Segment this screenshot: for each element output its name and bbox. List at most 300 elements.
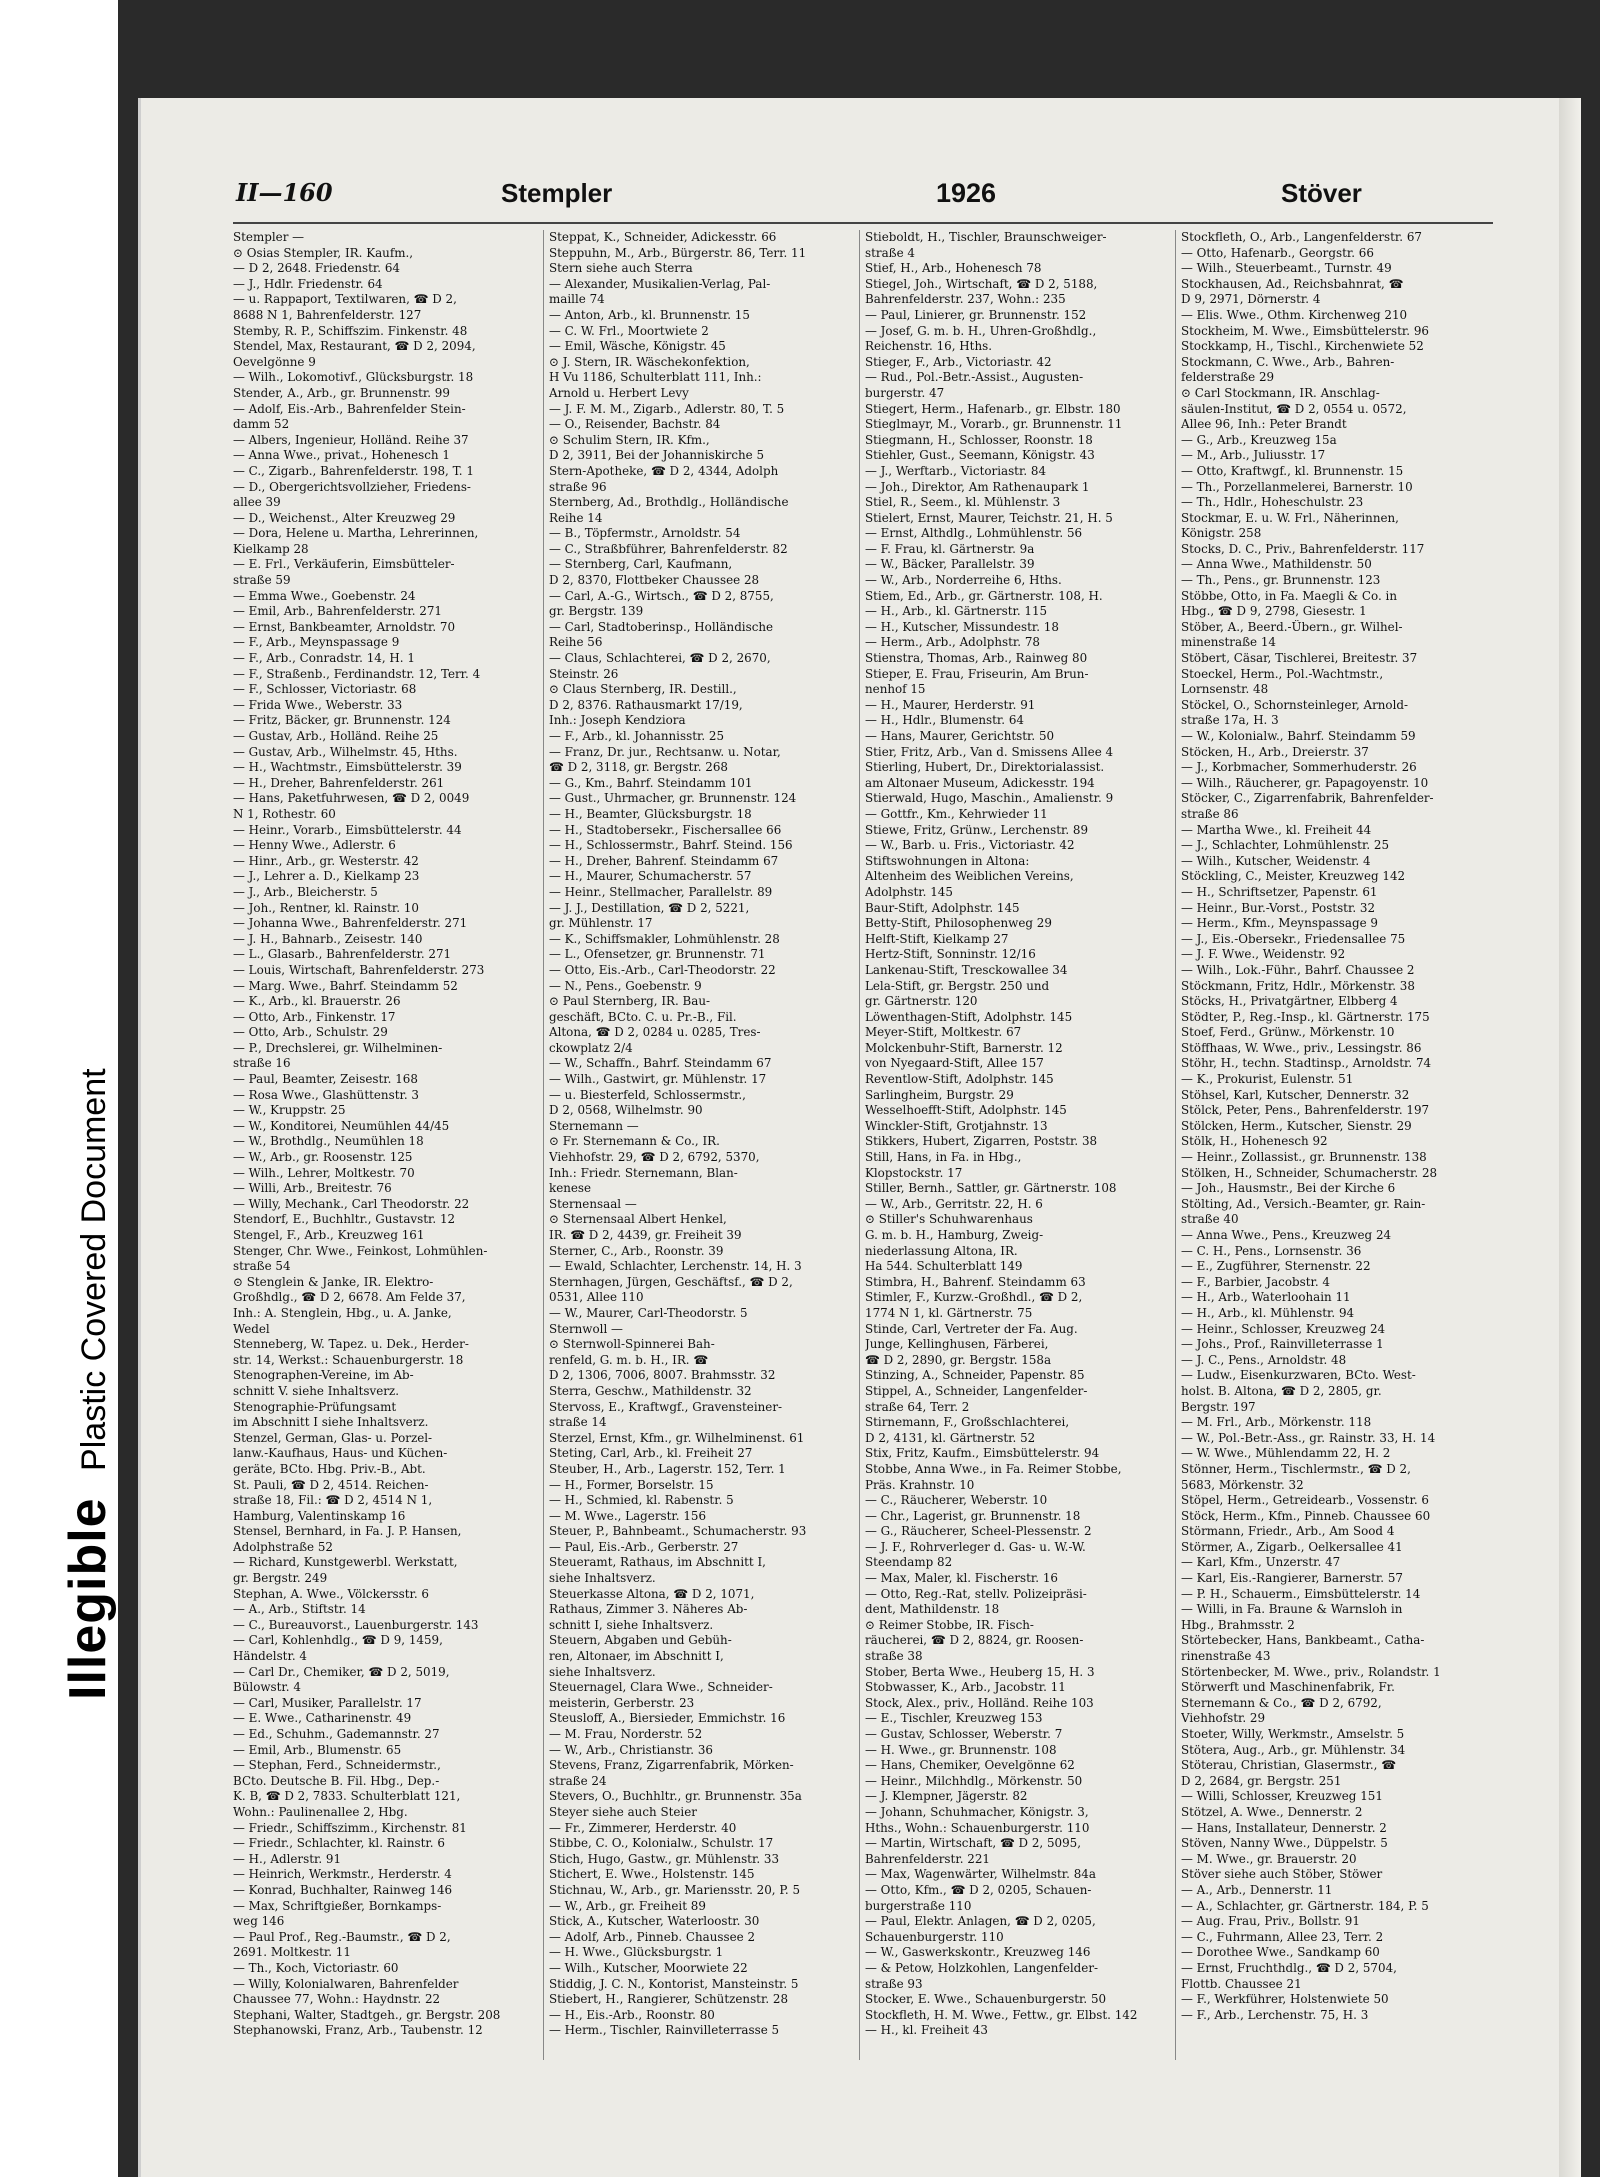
directory-entry-line: D 2, 1306, 7006, 8007. Brahmsstr. 32 xyxy=(549,1368,776,1383)
directory-entry-line: — Gustav, Arb., Wilhelmstr. 45, Hths. xyxy=(233,744,458,759)
directory-entry-line: — C., Fuhrmann, Allee 23, Terr. 2 xyxy=(1181,1929,1384,1944)
directory-entry-line: — Wilh., Kutscher, Weidenstr. 4 xyxy=(1181,853,1371,868)
directory-entry-line: Sternberg, Ad., Brothdlg., Holländische xyxy=(549,495,789,510)
directory-entry-line: gr. Mühlenstr. 17 xyxy=(549,916,653,931)
directory-entry-line: — H., Schriftsetzer, Papenstr. 61 xyxy=(1181,884,1378,899)
directory-entry-line: Wohn.: Paulinenallee 2, Hbg. xyxy=(233,1804,408,1819)
directory-entry-line: maille 74 xyxy=(549,292,605,307)
directory-entry-line: — Herm., Arb., Adolphstr. 78 xyxy=(865,635,1040,650)
directory-entry-line: Molckenbuhr-Stift, Barnerstr. 12 xyxy=(865,1040,1063,1055)
directory-entry-line: — J., Schlachter, Lohmühlenstr. 25 xyxy=(1181,838,1390,853)
directory-entry-line: — Willy, Kolonialwaren, Bahrenfelder xyxy=(233,1976,459,1991)
directory-entry-line: Adolphstraße 52 xyxy=(233,1539,333,1554)
directory-entry-line: Sternhagen, Jürgen, Geschäftsf., ☎ D 2, xyxy=(549,1274,793,1289)
directory-entry-line: — H. Wwe., gr. Brunnenstr. 108 xyxy=(865,1742,1057,1757)
directory-entry-line: — H., Maurer, Schumacherstr. 57 xyxy=(549,869,752,884)
directory-entry-line: Stick, A., Kutscher, Waterloostr. 30 xyxy=(549,1914,760,1929)
directory-entry-line: Stenger, Chr. Wwe., Feinkost, Lohmühlen- xyxy=(233,1243,488,1258)
illegible-label: Illegible xyxy=(59,1497,117,1700)
directory-entry-line: ⊙ J. Stern, IR. Wäschekonfektion, xyxy=(549,354,750,369)
directory-entry-line: — Fritz, Bäcker, gr. Brunnenstr. 124 xyxy=(233,713,451,728)
directory-entry-line: Stevers, O., Buchhltr., gr. Brunnenstr. 35a xyxy=(549,1789,802,1804)
directory-entry-line: Inh.: Friedr. Sternemann, Blan- xyxy=(549,1165,738,1180)
directory-entry-line: — J., Lehrer a. D., Kielkamp 23 xyxy=(233,869,420,884)
directory-entry-line: Stölk, H., Hohenesch 92 xyxy=(1181,1134,1328,1149)
page-number: II—160 xyxy=(236,178,333,207)
directory-entry-line: — H., Arb., kl. Gärtnerstr. 115 xyxy=(865,604,1048,619)
directory-entry-line: ⊙ Carl Stockmann, IR. Anschlag- xyxy=(1181,385,1380,400)
directory-entry-line: Steuerkasse Altona, ☎ D 2, 1071, xyxy=(549,1586,755,1601)
directory-entry-line: — W., Arb., Norderreihe 6, Hths. xyxy=(865,573,1062,588)
directory-entry-line: Stephanowski, Franz, Arb., Taubenstr. 12 xyxy=(233,2023,483,2038)
directory-entry-line: — W., Kolonialw., Bahrf. Steindamm 59 xyxy=(1181,729,1416,743)
directory-entry-line: Reventlow-Stift, Adolphstr. 145 xyxy=(865,1072,1054,1087)
directory-entry-line: Stiftswohnungen in Altona: xyxy=(865,853,1030,868)
directory-entry-line: — O., Reisender, Bachstr. 84 xyxy=(549,417,721,432)
directory-entry-line: Stephani, Walter, Stadtgeh., gr. Bergstr. 208 xyxy=(233,2007,501,2022)
directory-entry-line: str. 14, Werkst.: Schauenburgerstr. 18 xyxy=(233,1352,464,1367)
directory-entry-line: — Chr., Lagerist, gr. Brunnenstr. 18 xyxy=(865,1508,1081,1523)
directory-entry-line: — Th., Koch, Victoriastr. 60 xyxy=(233,1960,399,1975)
directory-entry-line: — Herm., Tischler, Rainvilleterrasse 5 xyxy=(549,2023,780,2038)
directory-entry-line: — J. F., Rohrverleger d. Gas- u. W.-W. xyxy=(865,1539,1086,1554)
directory-entry-line: — Gustav, Schlosser, Weberstr. 7 xyxy=(865,1727,1063,1741)
directory-entry-line: Stiehler, Gust., Seemann, Königstr. 43 xyxy=(865,448,1095,463)
directory-entry-line: Sternemann — xyxy=(549,1118,639,1133)
directory-entry-line: Altenheim des Weiblichen Vereins, xyxy=(865,869,1074,884)
directory-entry-line: Stiewe, Fritz, Grünw., Lerchenstr. 89 xyxy=(865,822,1089,837)
directory-entry-line: — Anna Wwe., Mathildenstr. 50 xyxy=(1181,557,1372,572)
directory-entry-line: — H., Adlerstr. 91 xyxy=(233,1851,342,1866)
directory-entry-line: — Rosa Wwe., Glashüttenstr. 3 xyxy=(233,1087,419,1102)
directory-entry-line: — M., Arb., Juliusstr. 17 xyxy=(1181,448,1326,463)
directory-entry-line: Stieger, F., Arb., Victoriastr. 42 xyxy=(865,354,1052,369)
directory-entry-line: Adolphstr. 145 xyxy=(865,884,953,899)
column-divider xyxy=(1175,230,1176,2060)
directory-entry-line: Stief, H., Arb., Hohenesch 78 xyxy=(865,261,1042,276)
directory-entry-line: säulen-Institut, ☎ D 2, 0554 u. 0572, xyxy=(1181,401,1407,416)
directory-entry-line: Steuernagel, Clara Wwe., Schneider- xyxy=(549,1680,773,1695)
directory-entry-line: gr. Bergstr. 139 xyxy=(549,604,644,619)
directory-entry-line: — J., Hdlr. Friedenstr. 64 xyxy=(233,276,383,291)
directory-entry-line: — C., Räucherer, Weberstr. 10 xyxy=(865,1493,1048,1508)
directory-entry-line: Königstr. 258 xyxy=(1181,526,1262,541)
directory-entry-line: Stöterau, Christian, Glasermstr., ☎ xyxy=(1181,1758,1397,1773)
directory-entry-line: — W. Wwe., Mühlendamm 22, H. 2 xyxy=(1181,1446,1391,1461)
directory-entry-line: Stöpel, Herm., Getreidearb., Vossenstr. 6 xyxy=(1181,1493,1429,1508)
directory-entry-line: straße 86 xyxy=(1181,806,1239,821)
directory-entry-line: straße 59 xyxy=(233,573,291,588)
directory-entry-line: ren, Altonaer, im Abschnitt I, xyxy=(549,1649,724,1664)
directory-entry-line: — J. F. Wwe., Weidenstr. 92 xyxy=(1181,947,1346,962)
directory-entry-line: Stöckmann, Fritz, Hdlr., Mörkenstr. 38 xyxy=(1181,978,1415,993)
directory-entry-line: — u. Biesterfeld, Schlossermstr., xyxy=(549,1087,746,1102)
directory-entry-line: — Hans, Maurer, Gerichtstr. 50 xyxy=(865,729,1055,743)
directory-entry-line: — H., Schmied, kl. Rabenstr. 5 xyxy=(549,1493,734,1508)
directory-entry-line: Sarlingheim, Burgstr. 29 xyxy=(865,1087,1014,1102)
directory-entry-line: — Otto, Kfm., ☎ D 2, 0205, Schauen- xyxy=(865,1882,1092,1897)
directory-entry-line: — M. Wwe., Lagerstr. 156 xyxy=(549,1508,707,1523)
directory-entry-line: — Th., Porzellanmelerei, Barnerstr. 10 xyxy=(1181,479,1413,494)
directory-entry-line: — D., Weichenst., Alter Kreuzweg 29 xyxy=(233,510,456,525)
directory-entry-line: — Alexander, Musikalien-Verlag, Pal- xyxy=(549,276,771,291)
directory-entry-line: — Paul, Linierer, gr. Brunnenstr. 152 xyxy=(865,307,1087,322)
directory-entry-line: Betty-Stift, Philosophenweg 29 xyxy=(865,916,1052,931)
plastic-covered-label: Plastic Covered Document xyxy=(75,1068,113,1471)
directory-entry-line: ☎ D 2, 2890, gr. Bergstr. 158a xyxy=(865,1352,1052,1367)
directory-entry-line: — Adolf, Eis.-Arb., Bahrenfelder Stein- xyxy=(233,401,466,416)
directory-entry-line: straße 64, Terr. 2 xyxy=(865,1399,970,1414)
directory-entry-line: — Otto, Arb., Finkenstr. 17 xyxy=(233,1009,396,1024)
vertical-label xyxy=(58,1068,118,1700)
directory-entry-line: Stöcks, H., Privatgärtner, Elbberg 4 xyxy=(1181,994,1398,1009)
directory-entry-line: ⊙ Claus Sternberg, IR. Destill., xyxy=(549,682,737,697)
directory-entry-line: — G., Km., Bahrf. Steindamm 101 xyxy=(549,775,753,790)
directory-entry-line: Steueramt, Rathaus, im Abschnitt I, xyxy=(549,1555,766,1570)
directory-entry-line: Störwerft und Maschinenfabrik, Fr. xyxy=(1181,1680,1395,1695)
directory-entry-line: — Johanna Wwe., Bahrenfelderstr. 271 xyxy=(233,916,468,931)
directory-entry-line: ⊙ Osias Stempler, IR. Kaufm., xyxy=(233,245,414,260)
directory-entry-line: — Frida Wwe., Weberstr. 33 xyxy=(233,697,403,712)
directory-entry-line: gr. Bergstr. 249 xyxy=(233,1571,328,1586)
directory-entry-line: — H., Wachtmstr., Eimsbüttelerstr. 39 xyxy=(233,760,462,775)
directory-entry-line: Stobwasser, K., Arb., Jacobstr. 11 xyxy=(865,1680,1066,1695)
directory-entry-line: Stockkamp, H., Tischl., Kirchenwiete 52 xyxy=(1181,339,1424,354)
directory-entry-line: — Carl, Kohlenhdlg., ☎ D 9, 1459, xyxy=(233,1633,443,1648)
directory-entry-line: Viehhofstr. 29 xyxy=(1181,1711,1266,1726)
directory-entry-line: — Karl, Kfm., Unzerstr. 47 xyxy=(1181,1555,1341,1570)
directory-entry-line: Bergstr. 197 xyxy=(1181,1399,1256,1414)
directory-entry-line: Stendorf, E., Buchhltr., Gustavstr. 12 xyxy=(233,1212,456,1227)
directory-entry-line: — F., Werkführer, Holstenwiete 50 xyxy=(1181,1992,1389,2007)
directory-entry-line: ⊙ Schulim Stern, IR. Kfm., xyxy=(549,432,710,447)
directory-entry-line: Stirnemann, F., Großschlachterei, xyxy=(865,1415,1070,1430)
page-header xyxy=(236,178,1486,218)
directory-entry-line: Stienstra, Thomas, Arb., Rainweg 80 xyxy=(865,651,1088,666)
directory-entry-line: schnitt I, siehe Inhaltsverz. xyxy=(549,1617,714,1632)
directory-entry-line: — G., Räucherer, Scheel-Plessenstr. 2 xyxy=(865,1524,1092,1539)
directory-entry-line: Still, Hans, in Fa. in Hbg., xyxy=(865,1150,1022,1165)
directory-entry-line: Stippel, A., Schneider, Langenfelder- xyxy=(865,1383,1088,1398)
directory-entry-line: — Wilh., Räucherer, gr. Papagoyenstr. 10 xyxy=(1181,775,1429,790)
directory-entry-line: Stölting, Ad., Versich.-Beamter, gr. Rain- xyxy=(1181,1196,1426,1211)
directory-entry-line: — C. W. Frl., Moortwiete 2 xyxy=(549,323,709,338)
directory-entry-line: Stibbe, C. O., Kolonialw., Schulstr. 17 xyxy=(549,1836,774,1851)
directory-entry-line: Hertz-Stift, Sonninstr. 12/16 xyxy=(865,947,1036,962)
directory-entry-line: 8688 N 1, Bahrenfelderstr. 127 xyxy=(233,307,422,322)
directory-entry-line: Stengel, F., Arb., Kreuzweg 161 xyxy=(233,1228,425,1242)
directory-entry-line: Winckler-Stift, Grotjahnstr. 13 xyxy=(865,1118,1048,1133)
directory-entry-line: — K., Arb., kl. Brauerstr. 26 xyxy=(233,994,401,1009)
directory-entry-line: — Otto, Kraftwgf., kl. Brunnenstr. 15 xyxy=(1181,463,1404,478)
directory-entry-line: — M. Frau, Norderstr. 52 xyxy=(549,1727,703,1741)
directory-entry-line: — L., Glasarb., Bahrenfelderstr. 271 xyxy=(233,947,452,962)
directory-entry-line: — H., Dreher, Bahrenf. Steindamm 67 xyxy=(549,853,779,868)
directory-entry-line: — J., Arb., Bleicherstr. 5 xyxy=(233,884,378,899)
directory-entry-line: — Wilh., Gastwirt, gr. Mühlenstr. 17 xyxy=(549,1072,767,1087)
directory-entry-line: Schauenburgerstr. 110 xyxy=(865,1929,1004,1944)
plastic-sleeve-label-strip xyxy=(0,0,118,2177)
directory-entry-line: Stenneberg, W. Tapez. u. Dek., Herder- xyxy=(233,1337,469,1352)
directory-entry-line: — W., Pol.-Betr.-Ass., gr. Rainstr. 33, H. 14 xyxy=(1181,1430,1436,1445)
directory-entry-line: Chaussee 77, Wohn.: Haydnstr. 22 xyxy=(233,1992,441,2007)
directory-entry-line: straße 17a, H. 3 xyxy=(1181,713,1279,728)
directory-entry-line: Stierwald, Hugo, Maschin., Amalienstr. 9 xyxy=(865,791,1114,806)
directory-entry-line: — Gottfr., Km., Kehrwieder 11 xyxy=(865,806,1048,821)
directory-entry-line: — J. F. M. M., Zigarb., Adlerstr. 80, T. 5 xyxy=(549,401,785,416)
directory-entry-line: — J., Werftarb., Victoriastr. 84 xyxy=(865,463,1047,478)
directory-entry-line: IR. ☎ D 2, 4439, gr. Freiheit 39 xyxy=(549,1228,742,1242)
directory-entry-line: — C., Straßbführer, Bahrenfelderstr. 82 xyxy=(549,541,788,556)
directory-entry-line: lanw.-Kaufhaus, Haus- und Küchen- xyxy=(233,1446,448,1461)
directory-entry-line: renfeld, G. m. b. H., IR. ☎ xyxy=(549,1352,709,1367)
directory-entry-line: Stockfleth, O., Arb., Langenfelderstr. 67 xyxy=(1181,230,1422,244)
directory-entry-line: — Otto, Eis.-Arb., Carl-Theodorstr. 22 xyxy=(549,962,776,977)
directory-entry-line: Stenographie-Prüfungsamt xyxy=(233,1399,397,1414)
directory-entry-line: — F., Arb., Meynspassage 9 xyxy=(233,635,400,650)
directory-entry-line: Stinzing, A., Schneider, Papenstr. 85 xyxy=(865,1368,1085,1383)
directory-entry-line: Lornsenstr. 48 xyxy=(1181,682,1269,697)
directory-entry-line: holst. B. Altona, ☎ D 2, 2805, gr. xyxy=(1181,1383,1382,1398)
directory-entry-line: — Gust., Uhrmacher, gr. Brunnenstr. 124 xyxy=(549,791,797,806)
directory-entry-line: straße 96 xyxy=(549,479,607,494)
directory-entry-line: D 2, 8370, Flottbeker Chaussee 28 xyxy=(549,573,760,588)
directory-entry-line: D 2, 2684, gr. Bergstr. 251 xyxy=(1181,1773,1342,1788)
directory-entry-line: Hbg., Brahmsstr. 2 xyxy=(1181,1617,1295,1632)
directory-entry-line: Stöbbe, Otto, in Fa. Maegli & Co. in xyxy=(1181,588,1397,603)
directory-entry-line: gr. Gärtnerstr. 120 xyxy=(865,994,978,1009)
directory-entry-line: Stöver siehe auch Stöber, Stöwer xyxy=(1181,1867,1383,1882)
directory-entry-line: — B., Töpfermstr., Arnoldstr. 54 xyxy=(549,526,741,541)
directory-entry-line: Sternensaal — xyxy=(549,1196,637,1211)
directory-entry-line: Helft-Stift, Kielkamp 27 xyxy=(865,931,1009,946)
directory-entry-line: — Willi, in Fa. Braune & Warnsloh in xyxy=(1181,1602,1403,1617)
directory-entry-line: straße 18, Fil.: ☎ D 2, 4514 N 1, xyxy=(233,1493,433,1508)
directory-entry-line: Stockhausen, Ad., Reichsbahnrat, ☎ xyxy=(1181,276,1404,291)
directory-entry-line: Hbg., ☎ D 9, 2798, Giesestr. 1 xyxy=(1181,604,1367,619)
directory-entry-line: Störmann, Friedr., Arb., Am Sood 4 xyxy=(1181,1524,1395,1539)
directory-entry-line: — Herm., Kfm., Meynspassage 9 xyxy=(1181,916,1378,931)
directory-entry-line: meisterin, Gerberstr. 23 xyxy=(549,1695,695,1710)
directory-entry-line: — Fr., Zimmerer, Herderstr. 40 xyxy=(549,1820,737,1835)
directory-entry-line: Stern siehe auch Sterra xyxy=(549,261,693,276)
directory-entry-line: Stöhsel, Karl, Kutscher, Dennerstr. 32 xyxy=(1181,1087,1410,1102)
directory-entry-line: — Otto, Arb., Schulstr. 29 xyxy=(233,1025,388,1040)
directory-entry-line: — J. H., Bahnarb., Zeisestr. 140 xyxy=(233,931,423,946)
directory-entry-line: Flottb. Chaussee 21 xyxy=(1181,1976,1302,1991)
directory-entry-line: — Th., Pens., gr. Brunnenstr. 123 xyxy=(1181,573,1381,588)
directory-entry-line: — D., Obergerichtsvollzieher, Friedens- xyxy=(233,479,471,494)
directory-entry-line: straße 14 xyxy=(549,1415,607,1430)
directory-entry-line: — Ernst, Fruchthdlg., ☎ D 2, 5704, xyxy=(1181,1960,1397,1975)
directory-entry-line: — W., Barb. u. Fris., Victoriastr. 42 xyxy=(865,838,1075,853)
directory-entry-line: Stödter, P., Reg.-Insp., kl. Gärtnerstr. 175 xyxy=(1181,1009,1430,1024)
directory-entry-line: — Ewald, Schlachter, Lerchenstr. 14, H. 3 xyxy=(549,1259,802,1274)
directory-entry-line: — Louis, Wirtschaft, Bahrenfelderstr. 273 xyxy=(233,962,485,977)
directory-entry-line: Stiller, Bernh., Sattler, gr. Gärtnerstr. 108 xyxy=(865,1181,1117,1196)
directory-entry-line: D 9, 2971, Dörnerstr. 4 xyxy=(1181,292,1321,307)
directory-entry-line: Ha 544. Schulterblatt 149 xyxy=(865,1259,1023,1274)
directory-entry-line: Bahrenfelderstr. 237, Wohn.: 235 xyxy=(865,292,1066,307)
directory-entry-line: — W., Schaffn., Bahrf. Steindamm 67 xyxy=(549,1056,772,1071)
directory-entry-line: Baur-Stift, Adolphstr. 145 xyxy=(865,900,1020,915)
directory-entry-line: — F., Arb., Lerchenstr. 75, H. 3 xyxy=(1181,2007,1369,2022)
directory-entry-line: — Joh., Direktor, Am Rathenaupark 1 xyxy=(865,479,1090,494)
directory-entry-line: Hamburg, Valentinskamp 16 xyxy=(233,1508,406,1523)
directory-entry-line: Stoef, Ferd., Grünw., Mörkenstr. 10 xyxy=(1181,1025,1395,1040)
directory-entry-line: Stiel, R., Seem., kl. Mühlenstr. 3 xyxy=(865,495,1061,510)
directory-entry-line: Stöffhaas, W. Wwe., priv., Lessingstr. 86 xyxy=(1181,1040,1422,1055)
directory-entry-line: — Paul, Elektr. Anlagen, ☎ D 2, 0205, xyxy=(865,1914,1096,1929)
directory-entry-line: — u. Rappaport, Textilwaren, ☎ D 2, xyxy=(233,292,457,307)
directory-entry-line: Stöcken, H., Arb., Dreierstr. 37 xyxy=(1181,744,1369,759)
directory-entry-line: — Claus, Schlachterei, ☎ D 2, 2670, xyxy=(549,651,771,666)
column-2 xyxy=(549,230,855,2060)
directory-entry-line: niederlassung Altona, IR. xyxy=(865,1243,1018,1258)
directory-entry-line: — Franz, Dr. jur., Rechtsanw. u. Notar, xyxy=(549,744,781,759)
directory-entry-line: Sterzel, Ernst, Kfm., gr. Wilhelminenst. 61 xyxy=(549,1430,805,1445)
directory-entry-line: Präs. Krahnstr. 10 xyxy=(865,1477,975,1492)
directory-entry-line: — W., Gaswerkskontr., Kreuzweg 146 xyxy=(865,1945,1091,1960)
directory-entry-line: — Dorothee Wwe., Sandkamp 60 xyxy=(1181,1945,1380,1960)
directory-entry-line: Händelstr. 4 xyxy=(233,1649,307,1664)
directory-entry-line: Stölcken, Herm., Kutscher, Sienstr. 29 xyxy=(1181,1118,1412,1133)
directory-entry-line: — H., Arb., Waterloohain 11 xyxy=(1181,1290,1351,1305)
directory-entry-line: Reihe 56 xyxy=(549,635,603,650)
directory-year: 1926 xyxy=(936,178,997,208)
directory-entry-line: Stöhr, H., techn. Stadtinsp., Arnoldstr. 74 xyxy=(1181,1056,1432,1071)
directory-entry-line: Hths., Wohn.: Schauenburgerstr. 110 xyxy=(865,1820,1090,1835)
directory-entry-line: Stieglmayr, M., Vorarb., gr. Brunnenstr. 11 xyxy=(865,417,1123,432)
directory-entry-line: Sternemann & Co., ☎ D 2, 6792, xyxy=(1181,1695,1382,1710)
directory-entry-line: — Paul Prof., Reg.-Baumstr., ☎ D 2, xyxy=(233,1929,451,1944)
directory-entry-line: — Johs., Prof., Rainvilleterrasse 1 xyxy=(1181,1337,1384,1352)
directory-entry-line: — N., Pens., Goebenstr. 9 xyxy=(549,978,702,993)
directory-entry-line: Sterner, C., Arb., Roonstr. 39 xyxy=(549,1243,724,1258)
directory-entry-line: — Martha Wwe., kl. Freiheit 44 xyxy=(1181,822,1372,837)
directory-entry-line: straße 38 xyxy=(865,1649,923,1664)
directory-entry-line: N 1, Rothestr. 60 xyxy=(233,806,336,821)
directory-entry-line: — Heinr., Zollassist., gr. Brunnenstr. 138 xyxy=(1181,1150,1427,1165)
directory-entry-line: allee 39 xyxy=(233,495,281,510)
directory-entry-line: — H., Beamter, Glücksburgstr. 18 xyxy=(549,806,752,821)
directory-entry-line: Stimbra, H., Bahrenf. Steindamm 63 xyxy=(865,1274,1086,1289)
directory-entry-line: — J. Klempner, Jägerstr. 82 xyxy=(865,1789,1028,1804)
directory-entry-line: Stinde, Carl, Vertreter der Fa. Aug. xyxy=(865,1321,1078,1336)
directory-entry-line: geschäft, BCto. C. u. Pr.-B., Fil. xyxy=(549,1009,737,1024)
directory-entry-line: Bahrenfelderstr. 221 xyxy=(865,1851,990,1866)
directory-entry-line: — H., Kutscher, Missundestr. 18 xyxy=(865,619,1059,634)
directory-entry-line: Störtebecker, Hans, Bankbeamt., Catha- xyxy=(1181,1633,1425,1648)
directory-entry-line: Stobbe, Anna Wwe., in Fa. Reimer Stobbe, xyxy=(865,1461,1122,1476)
directory-entry-line: straße 24 xyxy=(549,1773,607,1788)
directory-entry-line: — L., Ofensetzer, gr. Brunnenstr. 71 xyxy=(549,947,766,962)
directory-entry-line: Sternwoll — xyxy=(549,1321,623,1336)
directory-entry-line: — W., Maurer, Carl-Theodorstr. 5 xyxy=(549,1305,748,1320)
directory-entry-line: — Hans, Chemiker, Oevelgönne 62 xyxy=(865,1758,1075,1773)
first-entry-keyword: Stempler xyxy=(501,178,613,208)
directory-entry-line: Stölck, Peter, Pens., Bahrenfelderstr. 197 xyxy=(1181,1103,1430,1118)
directory-entry-line: rinenstraße 43 xyxy=(1181,1649,1271,1664)
directory-entry-line: — Karl, Eis.-Rangierer, Barnerstr. 57 xyxy=(1181,1571,1403,1586)
directory-entry-line: ⊙ Reimer Stobbe, IR. Fisch- xyxy=(865,1617,1034,1632)
directory-entry-line: D 2, 8376. Rathausmarkt 17/19, xyxy=(549,697,743,712)
directory-entry-line: — H., Former, Borselstr. 15 xyxy=(549,1477,714,1492)
column-3 xyxy=(865,230,1171,2060)
directory-entry-line: Stönner, Herm., Tischlermstr., ☎ D 2, xyxy=(1181,1461,1411,1476)
directory-entry-line: — Marg. Wwe., Bahrf. Steindamm 52 xyxy=(233,978,458,993)
directory-entry-line: burgerstraße 110 xyxy=(865,1898,972,1913)
directory-entry-line: Stocker, E. Wwe., Schauenburgerstr. 50 xyxy=(865,1992,1107,2007)
directory-entry-line: Stockmann, C. Wwe., Arb., Bahren- xyxy=(1181,354,1395,369)
directory-entry-line: Wesselhoefft-Stift, Adolphstr. 145 xyxy=(865,1103,1067,1118)
directory-entry-line: — Rud., Pol.-Betr.-Assist., Augusten- xyxy=(865,370,1084,385)
directory-entry-line: Stock, Alex., priv., Holländ. Reihe 103 xyxy=(865,1695,1094,1710)
directory-entry-line: — H., Hdlr., Blumenstr. 64 xyxy=(865,713,1024,728)
directory-entry-line: Stervoss, E., Kraftwgf., Gravensteiner- xyxy=(549,1399,783,1414)
directory-entry-line: — H., kl. Freiheit 43 xyxy=(865,2023,988,2038)
directory-entry-line: — W., Arb., Gerritstr. 22, H. 6 xyxy=(865,1196,1043,1211)
directory-entry-line: Stern-Apotheke, ☎ D 2, 4344, Adolph xyxy=(549,463,779,478)
directory-entry-line: Stöber, A., Beerd.-Übern., gr. Wilhel- xyxy=(1181,619,1403,634)
directory-entry-line: — D 2, 2648. Friedenstr. 64 xyxy=(233,261,400,276)
directory-entry-line: — J. C., Pens., Arnoldstr. 48 xyxy=(1181,1352,1347,1367)
directory-entry-line: Lankenau-Stift, Tresckowallee 34 xyxy=(865,962,1068,977)
directory-entry-line: straße 40 xyxy=(1181,1212,1239,1227)
directory-entry-line: — Anna Wwe., privat., Hohenesch 1 xyxy=(233,448,450,463)
directory-entry-line: — W., Kruppstr. 25 xyxy=(233,1103,346,1118)
directory-entry-line: Lela-Stift, gr. Bergstr. 250 und xyxy=(865,978,1050,993)
directory-entry-line: — F., Straßenb., Ferdinandstr. 12, Terr. 4 xyxy=(233,666,481,681)
directory-entry-line: Steppuhn, M., Arb., Bürgerstr. 86, Terr. 11 xyxy=(549,245,807,260)
directory-entry-line: — Joh., Rentner, kl. Rainstr. 10 xyxy=(233,900,419,915)
directory-entry-line: Kielkamp 28 xyxy=(233,541,309,556)
directory-entry-line: Stötera, Aug., Arb., gr. Mühlenstr. 34 xyxy=(1181,1742,1406,1757)
directory-entry-line: — Max, Wagenwärter, Wilhelmstr. 84a xyxy=(865,1867,1096,1882)
directory-entry-line: — Friedr., Schlachter, kl. Rainstr. 6 xyxy=(233,1836,445,1851)
column-divider xyxy=(859,230,860,2060)
directory-entry-line: K. B, ☎ D 2, 7833. Schulterblatt 121, xyxy=(233,1789,461,1804)
directory-entry-line: Störmer, A., Zigarb., Oelkersallee 41 xyxy=(1181,1539,1403,1554)
directory-entry-line: — Heinr., Stellmacher, Parallelstr. 89 xyxy=(549,884,773,899)
directory-entry-line: — Anton, Arb., kl. Brunnenstr. 15 xyxy=(549,307,750,322)
directory-entry-line: — M. Frl., Arb., Mörkenstr. 118 xyxy=(1181,1415,1372,1430)
directory-entry-line: — Emma Wwe., Goebenstr. 24 xyxy=(233,588,416,603)
directory-entry-line: Löwenthagen-Stift, Adolphstr. 145 xyxy=(865,1009,1073,1024)
column-4 xyxy=(1181,230,1487,2060)
directory-page xyxy=(138,98,1581,2177)
directory-entry-line: — Otto, Reg.-Rat, stellv. Polizeipräsi- xyxy=(865,1586,1087,1601)
directory-entry-line: ⊙ Stiller's Schuhwarenhaus xyxy=(865,1212,1033,1227)
directory-entry-line: — C., Bureauvorst., Lauenburgerstr. 143 xyxy=(233,1617,479,1632)
directory-entry-line: 1774 N 1, kl. Gärtnerstr. 75 xyxy=(865,1305,1033,1320)
directory-entry-line: — Wilh., Lehrer, Moltkestr. 70 xyxy=(233,1165,415,1180)
directory-entry-line: 5683, Mörkenstr. 32 xyxy=(1181,1477,1304,1492)
directory-entry-line: — J., Eis.-Obersekr., Friedensallee 75 xyxy=(1181,931,1406,946)
directory-entry-line: — E., Tischler, Kreuzweg 153 xyxy=(865,1711,1043,1726)
directory-entry-line: — Heinr., Milchhdlg., Mörkenstr. 50 xyxy=(865,1773,1083,1788)
directory-entry-line: — Wilh., Lokomotivf., Glücksburgstr. 18 xyxy=(233,370,474,385)
directory-entry-line: — Otto, Hafenarb., Georgstr. 66 xyxy=(1181,245,1374,260)
column-1 xyxy=(233,230,539,2060)
directory-entry-line: — Anna Wwe., Pens., Kreuzweg 24 xyxy=(1181,1228,1392,1242)
directory-entry-line: G. m. b. H., Hamburg, Zweig- xyxy=(865,1228,1044,1242)
directory-entry-line: Großhdlg., ☎ D 2, 6678. Am Felde 37, xyxy=(233,1290,466,1305)
directory-entry-line: Stich, Hugo, Gastw., gr. Mühlenstr. 33 xyxy=(549,1851,780,1866)
directory-entry-line: Stempler — xyxy=(233,230,305,244)
directory-entry-line: — H. Wwe., Glücksburgstr. 1 xyxy=(549,1945,724,1960)
directory-entry-line: ⊙ Stenglein & Janke, IR. Elektro- xyxy=(233,1274,434,1289)
